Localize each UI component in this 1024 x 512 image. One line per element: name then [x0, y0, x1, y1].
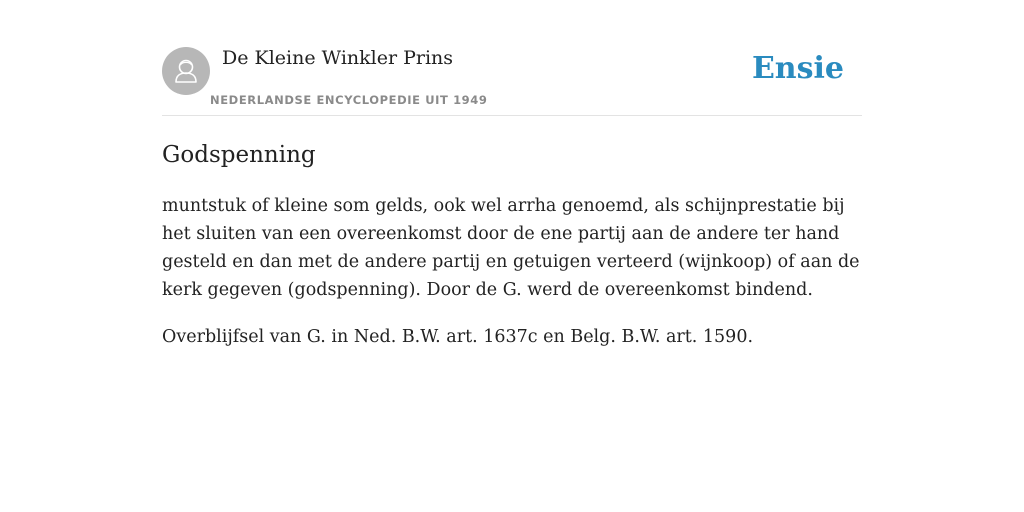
article-paragraph: muntstuk of kleine som gelds, ook wel arrha genoemd, als schijnprestatie bij het sluiten van een overeenkomst door de ene partij aan de andere ter hand gesteld en dan met de andere partij en getuigen verteerd (wijnkoop) of aan de kerk gegeven (godspenning). Door de G. werd de overeenkomst bindend.	[162, 196, 860, 300]
ensie-logo-link[interactable]: Ensie	[751, 51, 844, 86]
source-subtitle: NEDERLANDSE ENCYCLOPEDIE UIT 1949	[210, 93, 488, 107]
source-title[interactable]: De Kleine Winkler Prins	[222, 47, 454, 69]
article-paragraph: Overblijfsel van G. in Ned. B.W. art. 1637c en Belg. B.W. art. 1590.	[162, 327, 754, 347]
user-icon	[162, 47, 210, 95]
source-header	[162, 0, 862, 116]
article-body	[162, 192, 862, 370]
content-container	[162, 0, 862, 347]
article-title: Godspenning	[162, 142, 316, 168]
source-avatar[interactable]	[162, 47, 210, 95]
